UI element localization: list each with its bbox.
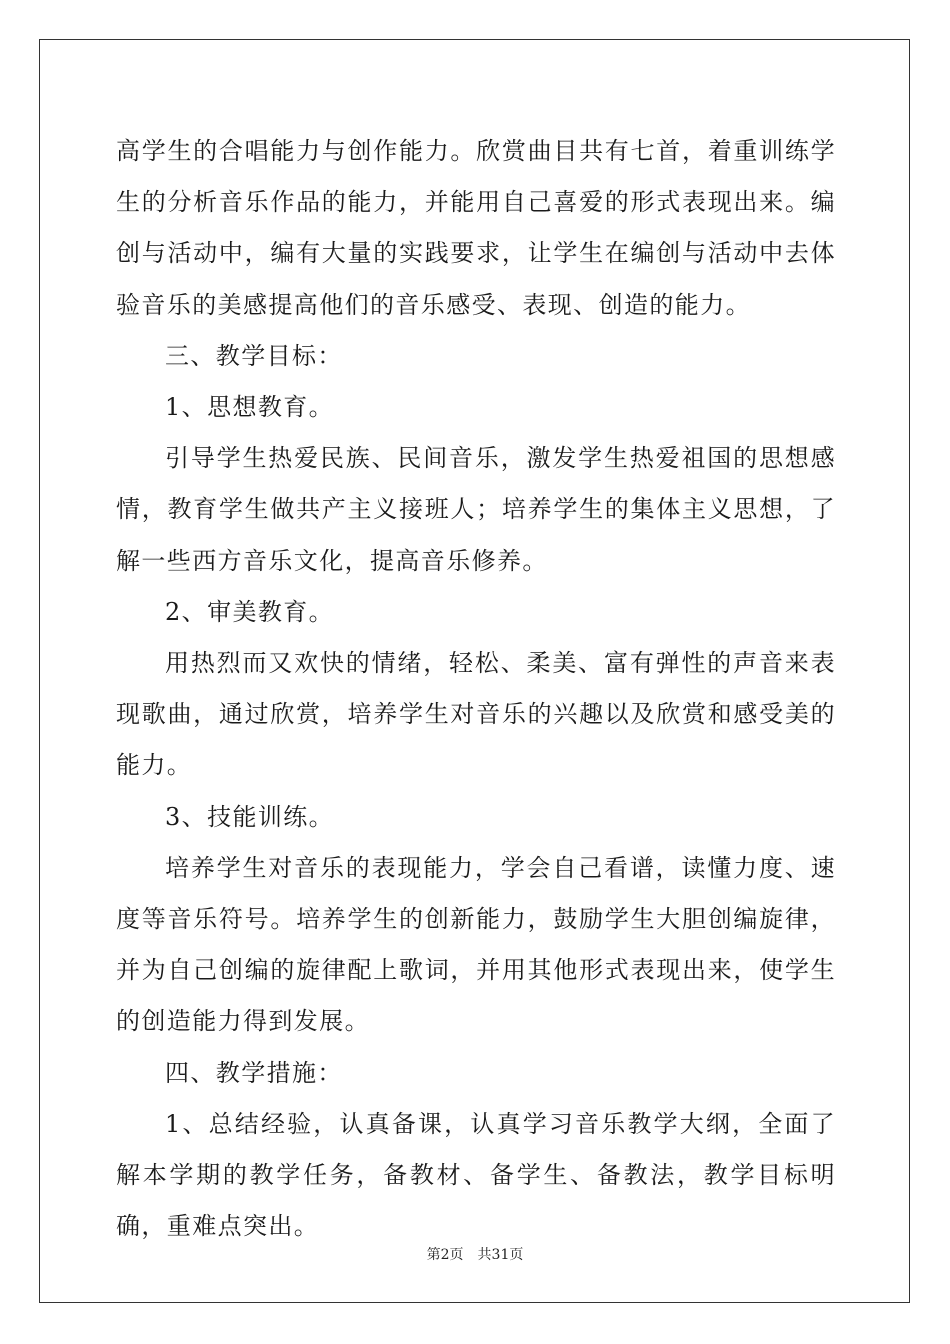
paragraph: 高学生的合唱能力与创作能力。欣赏曲目共有七首，着重训练学生的分析音乐作品的能力，并能用自己喜爱的形式表现出来。编创与活动中，编有大量的实践要求，让学生在编创与活动中去体验音乐的美感提高他们的音乐感受、表现、创造的能力。: [116, 137, 836, 319]
paragraph: 1、总结经验，认真备课，认真学习音乐教学大纲，全面了解本学期的教学任务，备教材、备学生、备教法，教学目标明确，重难点突出。: [116, 1109, 836, 1241]
subheading-aesthetic-education: 2、审美教育。: [165, 597, 335, 626]
subheading-ideological-education: 1、思想教育。: [165, 393, 335, 422]
paragraph: 引导学生热爱民族、民间音乐，激发学生热爱祖国的思想感情，教育学生做共产主义接班人；培养学生的集体主义思想，了解一些西方音乐文化，提高音乐修养。: [116, 444, 836, 575]
page-number: 第2页: [426, 1247, 464, 1263]
paragraph: 培养学生对音乐的表现能力，学会自己看谱，读懂力度、速度等音乐符号。培养学生的创新能力，鼓励学生大胆创编旋律，并为自己创编的旋律配上歌词，并用其他形式表现出来，使学生的创造能力得到发展。: [116, 853, 836, 1036]
page-footer: [0, 1245, 950, 1265]
document-body: [116, 126, 836, 1252]
section-heading-objectives: 三、教学目标：: [165, 341, 343, 370]
subheading-skill-training: 3、技能训练。: [165, 802, 335, 831]
paragraph: 用热烈而又欢快的情绪，轻松、柔美、富有弹性的声音来表现歌曲，通过欣赏，培养学生对音乐的兴趣以及欣赏和感受美的能力。: [116, 649, 836, 780]
page-total: 共31页: [477, 1247, 524, 1263]
section-heading-measures: 四、教学措施：: [165, 1058, 343, 1087]
